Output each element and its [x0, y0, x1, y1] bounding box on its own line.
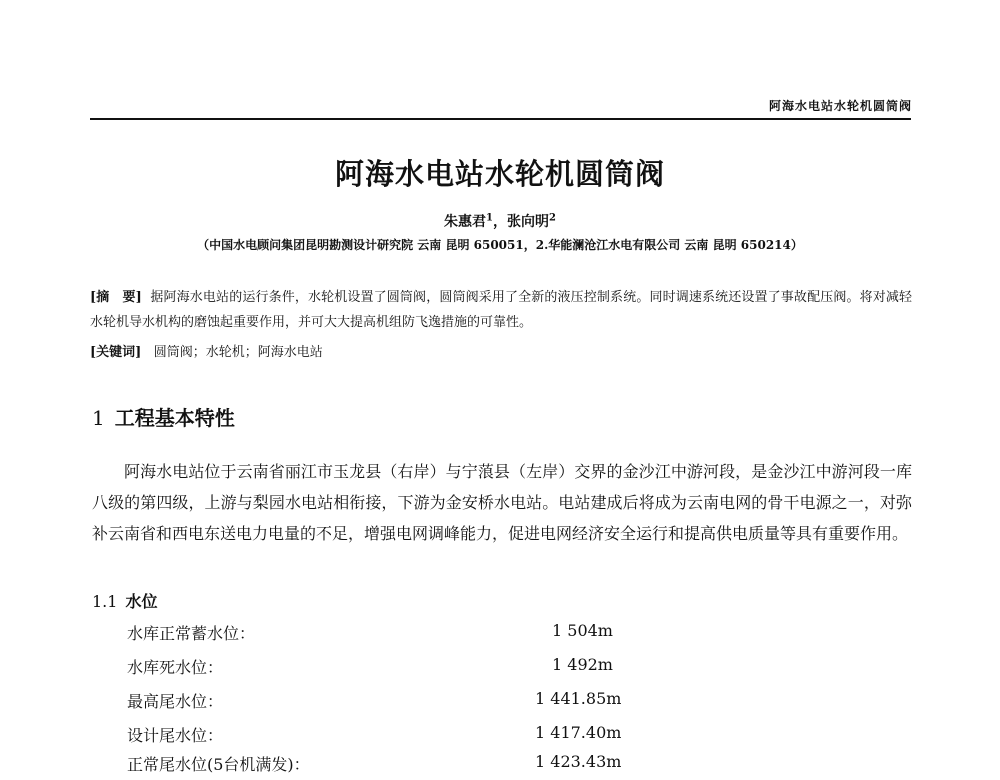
water-level-row [127, 723, 627, 751]
author-1-affil-mark: 1 [486, 212, 493, 224]
water-level-value: 1 492m [552, 655, 613, 674]
author-1: 朱惠君 [444, 214, 487, 230]
water-level-value: 1 504m [552, 621, 613, 640]
water-level-row [127, 655, 627, 683]
water-level-value: 1 441.85m [535, 689, 622, 708]
water-level-value: 1 417.40m [535, 723, 622, 742]
affiliation: （中国水电顾问集团昆明勘测设计研究院 云南 昆明 650051，2.华能澜沧江水电有限公司 云南 昆明 650214） [197, 238, 803, 252]
authors [0, 211, 1000, 231]
section-heading [92, 402, 235, 431]
water-level-row [127, 752, 627, 780]
subsection-heading [92, 589, 157, 612]
water-level-value: 1 423.43m [535, 752, 622, 771]
abstract [90, 285, 912, 335]
water-level-label: 最高尾水位： [127, 692, 224, 711]
keywords [90, 341, 323, 360]
section-title: 工程基本特性 [114, 406, 235, 430]
subsection-title: 水位 [125, 592, 158, 611]
paper-title: 阿海水电站水轮机圆筒阀 [334, 157, 665, 191]
water-level-label: 设计尾水位： [127, 726, 224, 745]
water-level-row [127, 621, 627, 649]
water-level-row [127, 689, 627, 717]
header-rule [90, 118, 911, 120]
subsection-number: 1.1 [92, 592, 118, 611]
keywords-text: 圆筒阀；水轮机；阿海水电站 [153, 345, 323, 360]
running-head: 阿海水电站水轮机圆筒阀 [768, 99, 912, 113]
water-level-label: 正常尾水位(5台机满发)： [127, 755, 310, 774]
water-level-label: 水库死水位： [127, 658, 224, 677]
keywords-label: [关键词] [90, 345, 142, 360]
author-separator: ， [493, 214, 507, 230]
body-paragraph: 阿海水电站位于云南省丽江市玉龙县（右岸）与宁蒗县（左岸）交界的金沙江中游河段，是金沙江中游河段一库八级的第四级，上游与梨园水电站相衔接，下游为金安桥水电站。电站建成后将成为云南电网的骨干电源之一，对弥补云南省和西电东送电力电量的不足，增强电网调峰能力，促进电网经济安全运行和提高供电质量等具有重要作用。 [92, 462, 912, 543]
author-2-affil-mark: 2 [549, 212, 556, 224]
section-number: 1 [92, 406, 105, 430]
abstract-label: [摘 要] [90, 290, 142, 305]
author-2: 张向明 [507, 214, 549, 230]
water-level-label: 水库正常蓄水位： [127, 624, 256, 643]
abstract-text: 据阿海水电站的运行条件，水轮机设置了圆筒阀，圆筒阀采用了全新的液压控制系统。同时调速系统还设置了事故配压阀。将对减轻水轮机导水机构的磨蚀起重要作用，并可大大提高机组防飞逸措施的可靠性。 [90, 290, 912, 330]
